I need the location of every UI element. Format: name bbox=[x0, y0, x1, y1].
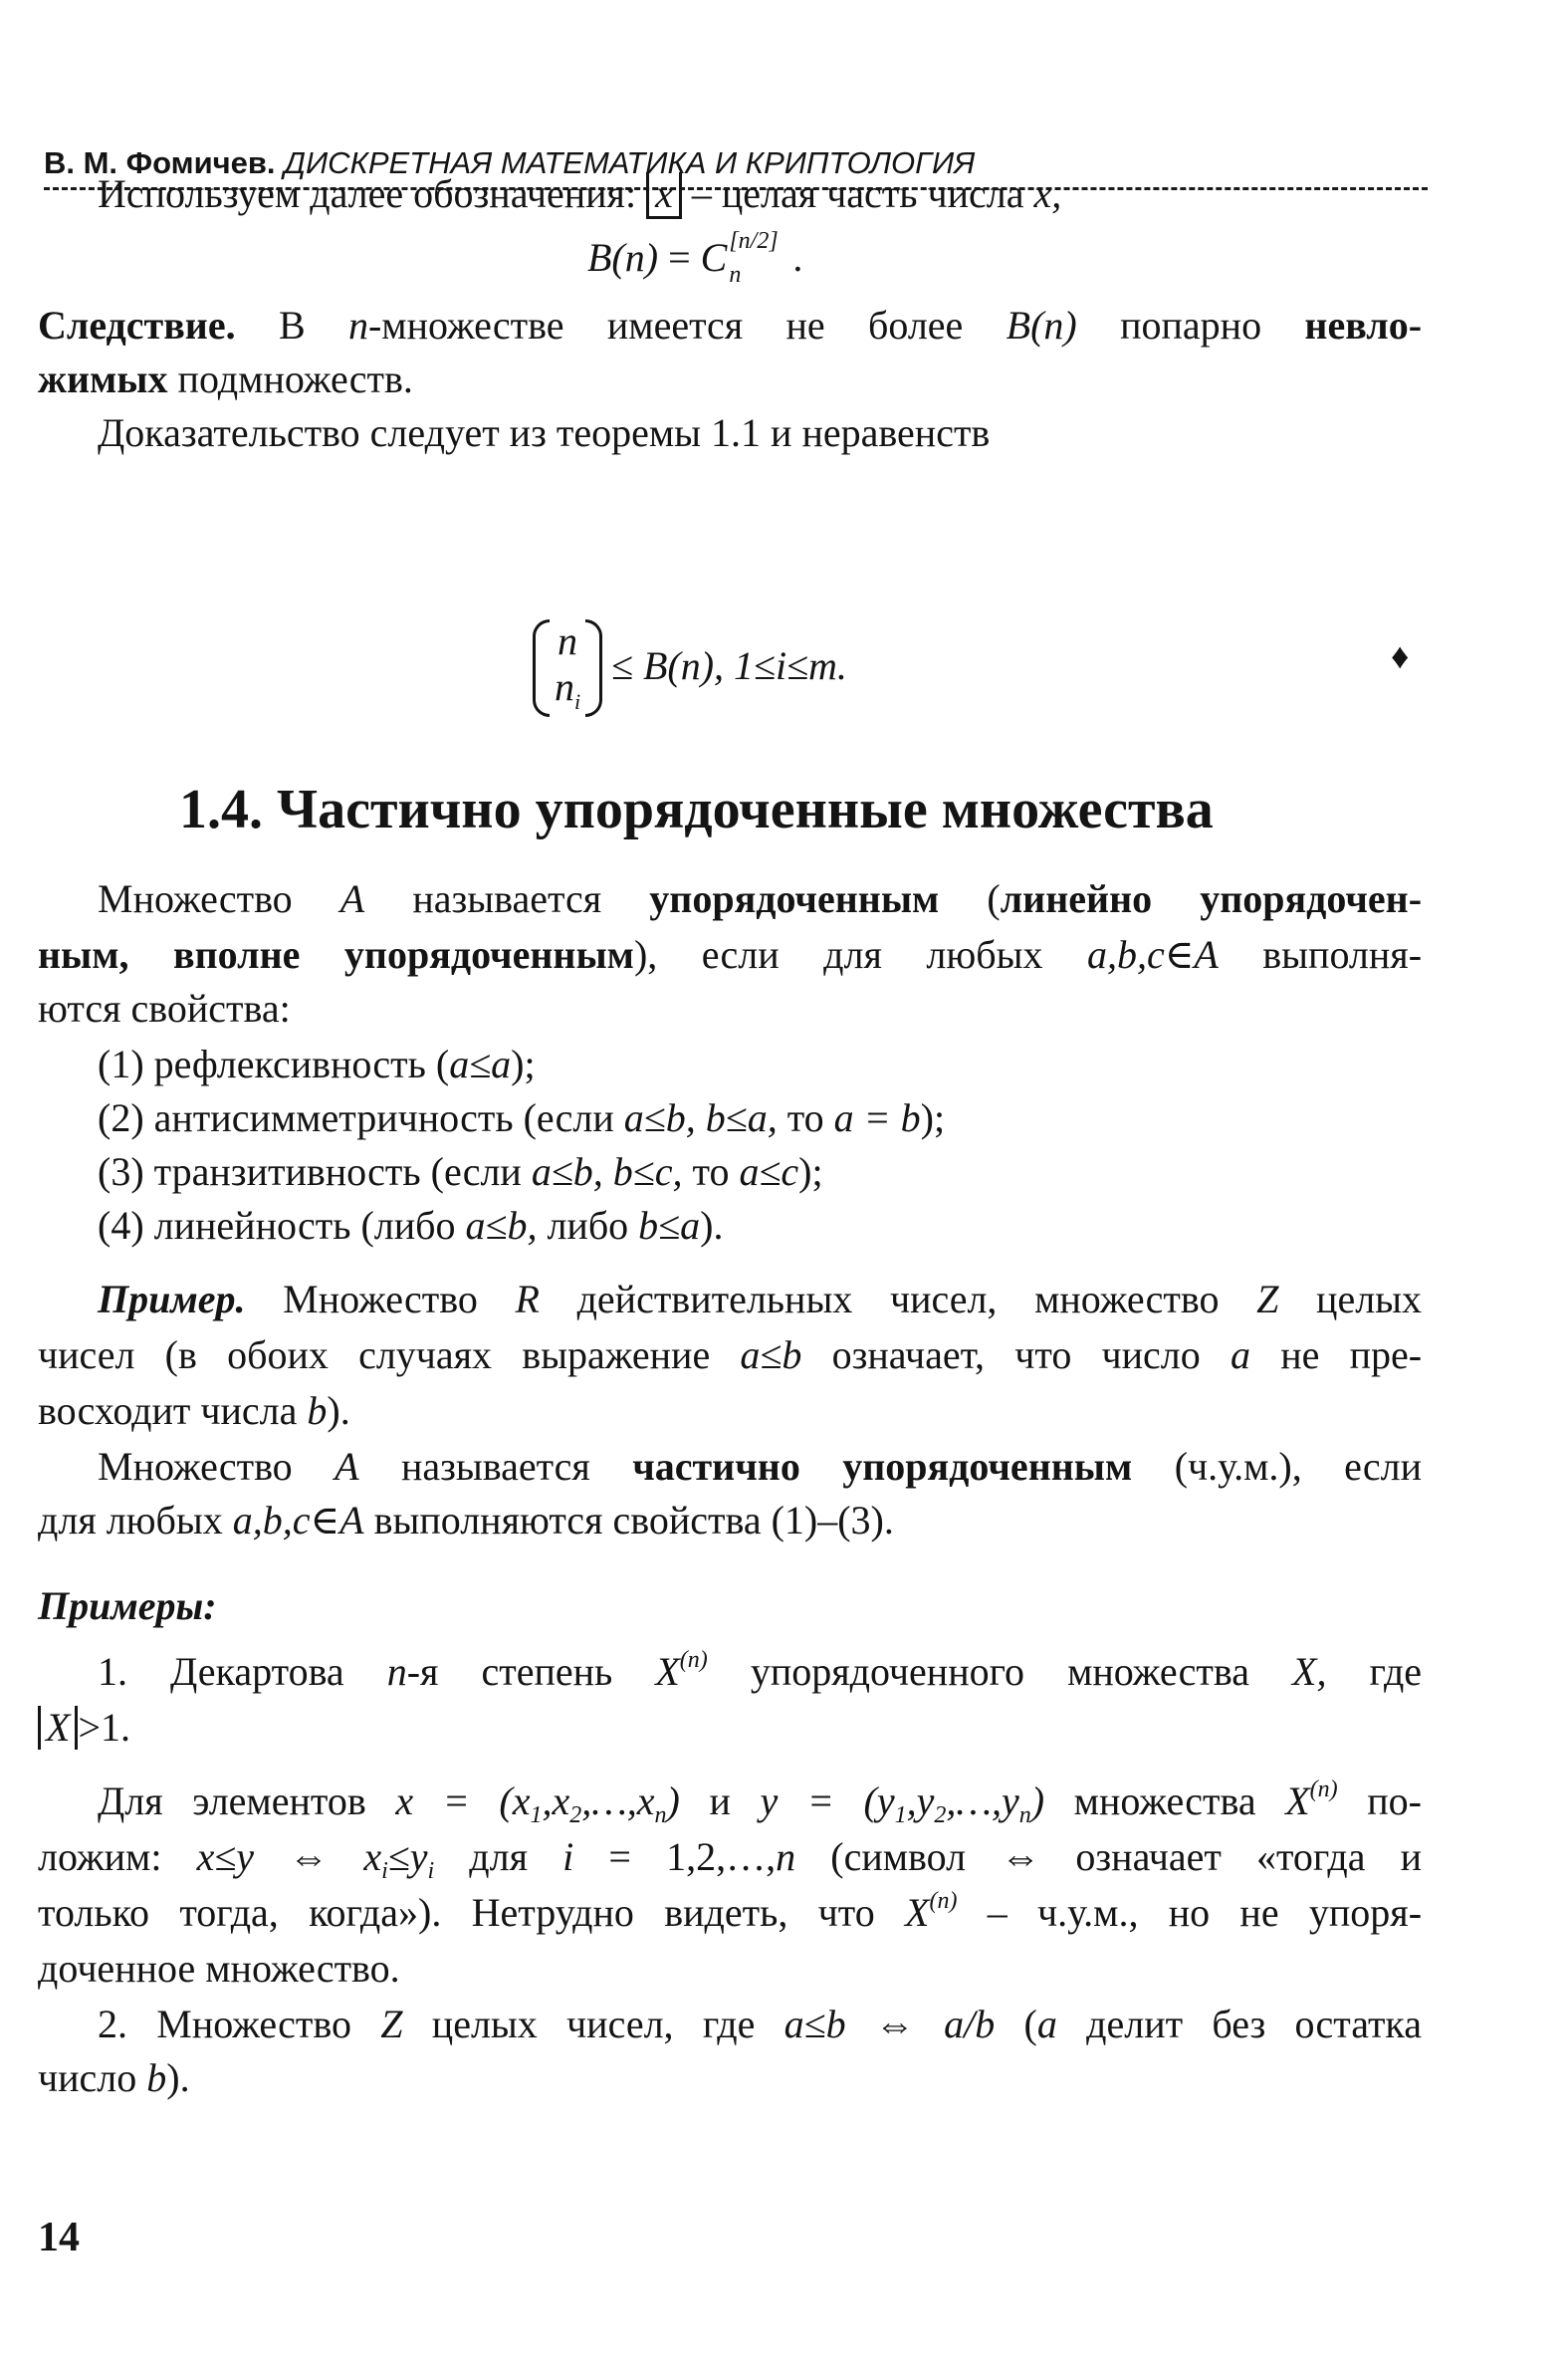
example2-line-2: число b). bbox=[38, 2055, 190, 2100]
ordered-def-line-2: ным, вполне упорядоченным), если для любых a,b,c∈A выполня- bbox=[38, 932, 1423, 977]
floor-bracket bbox=[646, 172, 682, 219]
example1-para-line-4: доченное множество. bbox=[38, 1946, 400, 1991]
bn-lhs: B(n) bbox=[587, 235, 659, 280]
section-number: 1.4. bbox=[179, 779, 263, 840]
property-2: (2) антисимметричность (если a≤b, b≤a, то a = b); bbox=[98, 1095, 946, 1140]
header-title: ДИСКРЕТНАЯ МАТЕМАТИКА И КРИПТОЛОГИЯ bbox=[284, 145, 976, 180]
poset-def-line-2: для любых a,b,c∈A выполняются свойства (1)–(3). bbox=[38, 1498, 894, 1542]
corollary-line-2: жимых подмножеств. bbox=[38, 356, 413, 401]
example1-para-line-2: ложим: x≤y ⇔ $x_i\le y_i$ для i = 1,2,…,n (символ ⇔ означает «тогда и bbox=[38, 1834, 1422, 1884]
floor-desc: – целая часть числа bbox=[691, 171, 1024, 216]
property-4: (4) линейность (либо a≤b, либо b≤a). bbox=[98, 1203, 724, 1248]
example2-line-1: 2. Множество Z целых чисел, где a≤b ⇔ a/b (a делит без остатка bbox=[98, 2002, 1423, 2046]
ordered-def-line-3: ются свойства: bbox=[38, 986, 291, 1031]
bn-sub: n bbox=[729, 261, 742, 288]
bn-c: C bbox=[700, 235, 728, 280]
example-line-1: Пример. Множество R действительных чисел, множество Z целых bbox=[98, 1277, 1423, 1321]
bn-dot: . bbox=[792, 235, 803, 280]
bn-eq: = bbox=[668, 235, 691, 280]
abs-value: X bbox=[38, 1706, 78, 1750]
example1-para-line-3: только тогда, когда»). Нетрудно видеть, что $X^{(n)} - ч.у.м$., но не упоря- bbox=[38, 1888, 1423, 1935]
right-paren bbox=[585, 619, 602, 717]
qed-diamond: ♦ bbox=[1391, 636, 1410, 676]
page-number: 14 bbox=[38, 2215, 80, 2260]
poset-def-line-1: Множество A называется частично упорядоченным (ч.у.м.), если bbox=[98, 1444, 1423, 1489]
floor-desc-var: x, bbox=[1033, 171, 1062, 216]
floor-var: x bbox=[655, 171, 673, 216]
example-label: Пример. bbox=[98, 1277, 246, 1321]
examples-heading: Примеры: bbox=[38, 1583, 217, 1628]
corollary-proof: Доказательство следует из теоремы 1.1 и неравенств bbox=[98, 410, 991, 455]
binom-bottom: $n_i$ bbox=[554, 664, 581, 714]
corollary-label: Следствие. bbox=[38, 303, 236, 348]
bn-sup: [n/2] bbox=[729, 227, 779, 254]
section-heading bbox=[179, 775, 1214, 844]
bn-formula bbox=[587, 227, 803, 288]
section-title: Частично упорядоченные множества bbox=[277, 779, 1214, 840]
ordered-def-line-1: Множество A называется упорядоченным (линейно упорядочен- bbox=[98, 876, 1423, 921]
bn-scripts bbox=[727, 227, 792, 288]
corollary-line-1: Следствие. В n-множестве имеется не более B(n) попарно невло- bbox=[38, 303, 1423, 348]
property-1: (1) рефлексивность (a≤a); bbox=[98, 1042, 536, 1086]
example-line-3: восходит числа b). bbox=[38, 1388, 350, 1433]
binom-top: n bbox=[558, 618, 577, 663]
example1-line-1: 1. Декартова n-я степень $X^{(n)}$ упорядоченного множества X, где bbox=[98, 1647, 1423, 1694]
property-3: (3) транзитивность (если a≤b, b≤c, то a≤c); bbox=[98, 1149, 823, 1194]
left-paren bbox=[533, 619, 550, 717]
notation-line bbox=[98, 167, 1061, 221]
binomial-coefficient bbox=[533, 619, 602, 715]
header-author: В. М. Фомичев. bbox=[44, 145, 276, 180]
notation-text: Используем далее обозначения: bbox=[98, 171, 637, 216]
example1-para-line-1: Для элементов $x = (x_1,x_2,\dots,x_n)$ и $y = (y_1,y_2,\dots,y_n)$ множества $X^{(n)}$ по- bbox=[98, 1777, 1422, 1828]
example-line-2: чисел (в обоих случаях выражение a≤b означает, что число a не пре- bbox=[38, 1332, 1423, 1377]
example1-line-2: X >1. bbox=[38, 1701, 130, 1755]
inequality: ≤ B(n), 1≤i≤m. bbox=[611, 643, 847, 688]
